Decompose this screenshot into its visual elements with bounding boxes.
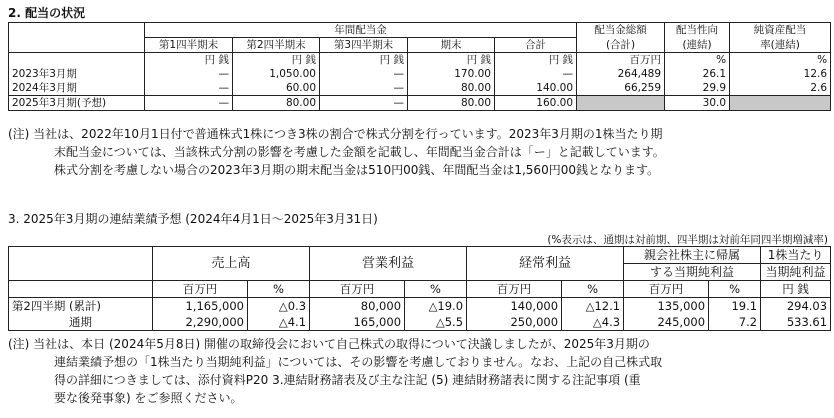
cell-amount: 66,259 bbox=[577, 81, 665, 96]
dividend-row-forecast bbox=[9, 96, 831, 111]
cell-ord: 250,000 bbox=[467, 314, 562, 331]
dividend-note-line: 株式分割を考慮しない場合の2023年3月期の期末配当金は510円00銭、年間配当金は1,560円00銭となります。 bbox=[54, 163, 660, 177]
unit-cell: 円 銭 bbox=[495, 53, 577, 68]
header-blank bbox=[9, 247, 153, 281]
header-sales: 売上高 bbox=[153, 247, 310, 281]
dividend-note-line: 末配当金については、当該株式分割の影響を考慮した金額を記載し、年間配当金合計は「ー」と記載しています。 bbox=[54, 145, 665, 159]
cell-q3: — bbox=[320, 67, 408, 81]
header-total-amount-2: (合計) bbox=[577, 38, 665, 53]
unit-cell: 円 銭 bbox=[408, 53, 495, 68]
cell-net-pct: 7.2 bbox=[709, 314, 761, 331]
unit-cell: % bbox=[709, 281, 761, 298]
cell-total: 160.00 bbox=[495, 96, 577, 111]
header-payout-2: (連結) bbox=[665, 38, 730, 53]
unit-cell: % bbox=[562, 281, 624, 298]
cell-year-end: 170.00 bbox=[408, 67, 495, 81]
cell-ratio-shaded bbox=[730, 96, 831, 111]
cell-q1: — bbox=[145, 81, 233, 96]
header-net-income-2: する当期純利益 bbox=[624, 264, 761, 281]
forecast-note-line: (注) 当社は、本日 (2024年5月8日) 開催の取締役会において自己株式の取得について決議しましたが、2025年3月期の bbox=[8, 337, 650, 351]
cell-payout: 30.0 bbox=[665, 96, 730, 111]
forecast-header-row bbox=[9, 247, 831, 264]
cell-op-pct: △19.0 bbox=[405, 298, 467, 315]
header-ratio-1: 純資産配当 bbox=[730, 23, 831, 38]
row-label: 2025年3月期(予想) bbox=[9, 96, 145, 111]
cell-sales: 2,290,000 bbox=[153, 314, 248, 331]
row-label: 通期 bbox=[9, 314, 153, 331]
forecast-table bbox=[8, 246, 831, 331]
unit-cell: 百万円 bbox=[467, 281, 562, 298]
unit-cell: 円 銭 bbox=[761, 281, 831, 298]
cell-q1: — bbox=[145, 96, 233, 111]
dividend-header-row-2 bbox=[9, 38, 831, 53]
header-total: 合計 bbox=[495, 38, 577, 53]
header-operating-income: 営業利益 bbox=[310, 247, 467, 281]
cell-ratio: 12.6 bbox=[730, 67, 831, 81]
header-eps-1: 1株当たり bbox=[761, 247, 831, 264]
forecast-note-line: 連結業績予想の「1株当たり当期純利益」については、その影響を考慮しておりません。なお、上記の自己株式取 bbox=[54, 355, 663, 369]
cell-year-end: 80.00 bbox=[408, 81, 495, 96]
unit-cell: 百万円 bbox=[577, 53, 665, 68]
cell-amount-shaded bbox=[577, 96, 665, 111]
row-label: 2023年3月期 bbox=[9, 67, 145, 81]
cell-net-pct: 19.1 bbox=[709, 298, 761, 315]
cell-ord-pct: △12.1 bbox=[562, 298, 624, 315]
dividend-unit-row bbox=[9, 53, 831, 68]
cell-total: — bbox=[495, 67, 577, 81]
cell-ratio: 2.6 bbox=[730, 81, 831, 96]
forecast-subnote: (%表示は、通期は対前期、四半期は対前年同四半期増減率) bbox=[547, 234, 828, 246]
cell-ord: 140,000 bbox=[467, 298, 562, 315]
unit-cell: % bbox=[248, 281, 310, 298]
dividend-header-row-1 bbox=[9, 23, 831, 38]
cell-eps: 294.03 bbox=[761, 298, 831, 315]
cell-q1: — bbox=[145, 67, 233, 81]
header-year-end: 期末 bbox=[408, 38, 495, 53]
dividend-note-line: (注) 当社は、2022年10月1日付で普通株式1株につき3株の割合で株式分割を行っています。2023年3月期の1株当たり期 bbox=[8, 127, 663, 141]
unit-cell: 円 銭 bbox=[320, 53, 408, 68]
header-blank bbox=[9, 23, 145, 38]
header-q2: 第2四半期末 bbox=[233, 38, 320, 53]
unit-cell: 百万円 bbox=[153, 281, 248, 298]
cell-q2: 80.00 bbox=[233, 96, 320, 111]
cell-q2: 1,050.00 bbox=[233, 67, 320, 81]
row-label: 2024年3月期 bbox=[9, 81, 145, 96]
forecast-row bbox=[9, 298, 831, 315]
unit-cell: % bbox=[665, 53, 730, 68]
header-net-income-1: 親会社株主に帰属 bbox=[624, 247, 761, 264]
cell-op: 80,000 bbox=[310, 298, 405, 315]
header-eps-2: 当期純利益 bbox=[761, 264, 831, 281]
cell-sales: 1,165,000 bbox=[153, 298, 248, 315]
header-annual-dividend: 年間配当金 bbox=[145, 23, 577, 38]
unit-cell: 百万円 bbox=[624, 281, 709, 298]
cell-eps: 533.61 bbox=[761, 314, 831, 331]
cell-ord-pct: △4.3 bbox=[562, 314, 624, 331]
cell-amount: 264,489 bbox=[577, 67, 665, 81]
cell-op-pct: △5.5 bbox=[405, 314, 467, 331]
cell-sales-pct: △4.1 bbox=[248, 314, 310, 331]
cell-year-end: 80.00 bbox=[408, 96, 495, 111]
forecast-unit-row bbox=[9, 281, 831, 298]
cell-net: 135,000 bbox=[624, 298, 709, 315]
section-title-dividends: 2. 配当の状況 bbox=[8, 6, 86, 20]
header-blank bbox=[9, 38, 145, 53]
cell-total: 140.00 bbox=[495, 81, 577, 96]
forecast-row bbox=[9, 314, 831, 331]
unit-blank bbox=[9, 281, 153, 298]
cell-payout: 26.1 bbox=[665, 67, 730, 81]
forecast-note-line: 得の詳細につきましては、添付資料P20 3.連結財務諸表及び主な注記 (5) 連結財務諸表に関する注記事項 (重 bbox=[54, 373, 641, 387]
header-ratio-2: 率(連結) bbox=[730, 38, 831, 53]
cell-q3: — bbox=[320, 96, 408, 111]
unit-cell: % bbox=[730, 53, 831, 68]
row-label: 第2四半期 (累計) bbox=[9, 298, 153, 315]
section-title-forecast: 3. 2025年3月期の連結業績予想 (2024年4月1日～2025年3月31日) bbox=[8, 212, 378, 226]
cell-q3: — bbox=[320, 81, 408, 96]
header-q3: 第3四半期末 bbox=[320, 38, 408, 53]
unit-cell: % bbox=[405, 281, 467, 298]
unit-cell: 百万円 bbox=[310, 281, 405, 298]
cell-q2: 60.00 bbox=[233, 81, 320, 96]
header-ordinary-income: 経常利益 bbox=[467, 247, 624, 281]
dividend-row bbox=[9, 81, 831, 96]
unit-blank bbox=[9, 53, 145, 68]
header-payout-1: 配当性向 bbox=[665, 23, 730, 38]
cell-net: 245,000 bbox=[624, 314, 709, 331]
unit-cell: 円 銭 bbox=[233, 53, 320, 68]
cell-payout: 29.9 bbox=[665, 81, 730, 96]
unit-cell: 円 銭 bbox=[145, 53, 233, 68]
header-total-amount-1: 配当金総額 bbox=[577, 23, 665, 38]
header-q1: 第1四半期末 bbox=[145, 38, 233, 53]
cell-sales-pct: △0.3 bbox=[248, 298, 310, 315]
cell-op: 165,000 bbox=[310, 314, 405, 331]
dividend-table bbox=[8, 22, 831, 111]
dividend-row bbox=[9, 67, 831, 81]
forecast-note-line: 要な後発事象) をご参照ください。 bbox=[54, 391, 243, 405]
